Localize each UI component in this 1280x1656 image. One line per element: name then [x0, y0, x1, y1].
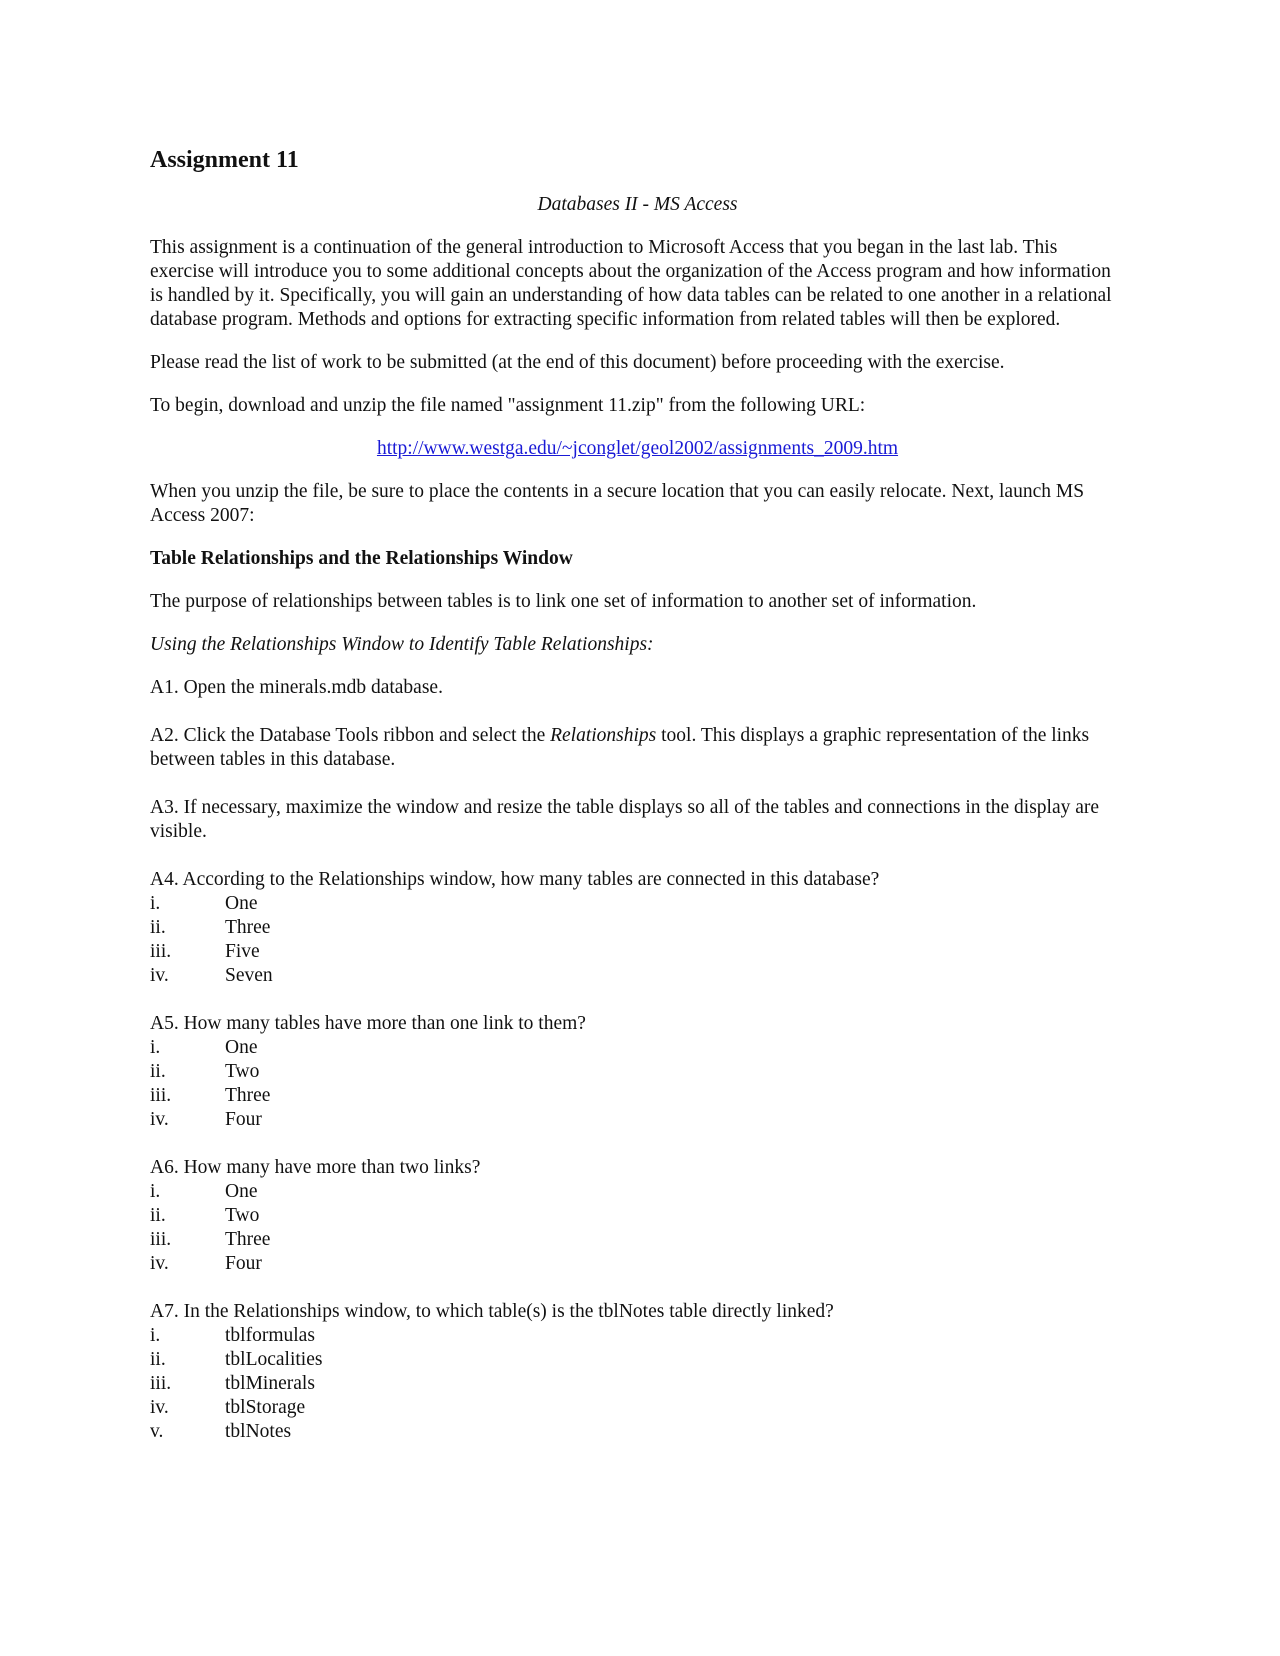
option-label: Three — [225, 1229, 271, 1250]
option-label: Four — [225, 1109, 262, 1130]
step-a2-tool-name: Relationships — [550, 725, 657, 746]
step-a2 — [150, 724, 1125, 772]
subsection-heading: Using the Relationships Window to Identify Table Relationships: — [150, 634, 654, 655]
section-heading: Table Relationships and the Relationships Window — [150, 548, 573, 569]
step-a3: A3. If necessary, maximize the window and resize the table displays so all of the tables and connections in the display are visible. — [150, 797, 1100, 842]
unzip-note: When you unzip the file, be sure to place the contents in a secure location that you can easily relocate. Next, launch MS Access 2007: — [150, 481, 1085, 526]
answer-options — [150, 1324, 1125, 1444]
page-title: Assignment 11 — [150, 147, 299, 173]
answer-options — [150, 1180, 1125, 1276]
option-label: Four — [225, 1253, 262, 1274]
option-numeral: v. — [150, 1421, 164, 1442]
option-label: Three — [225, 1085, 271, 1106]
option-label: Three — [225, 917, 271, 938]
option-numeral: ii. — [150, 1061, 166, 1082]
question-text: A7. In the Relationships window, to which table(s) is the tblNotes table directly linked? — [150, 1301, 834, 1322]
answer-option — [150, 1324, 1125, 1348]
option-numeral: ii. — [150, 917, 166, 938]
answer-option — [150, 892, 1125, 916]
read-note: Please read the list of work to be submitted (at the end of this document) before proceeding with the exercise. — [150, 352, 1005, 373]
answer-option — [150, 1108, 1125, 1132]
question-block — [150, 1300, 1125, 1444]
option-numeral: i. — [150, 1037, 161, 1058]
option-numeral: iv. — [150, 1109, 169, 1130]
answer-option — [150, 1396, 1125, 1420]
download-note: To begin, download and unzip the file named "assignment 11.zip" from the following URL: — [150, 395, 866, 416]
answer-option — [150, 1252, 1125, 1276]
answer-option — [150, 1420, 1125, 1444]
answer-option — [150, 1228, 1125, 1252]
page-subtitle: Databases II - MS Access — [537, 194, 738, 215]
option-numeral: iv. — [150, 1253, 169, 1274]
option-numeral: ii. — [150, 1205, 166, 1226]
question-list — [150, 868, 1125, 1444]
answer-options — [150, 892, 1125, 988]
purpose-paragraph: The purpose of relationships between tables is to link one set of information to another set of information. — [150, 591, 977, 612]
question-text: A5. How many tables have more than one link to them? — [150, 1013, 586, 1034]
answer-option — [150, 1060, 1125, 1084]
url-line — [150, 437, 1125, 461]
document-page — [150, 145, 1125, 1468]
option-numeral: iii. — [150, 1085, 172, 1106]
option-label: tblformulas — [225, 1325, 315, 1346]
question-text: A6. How many have more than two links? — [150, 1157, 481, 1178]
answer-options — [150, 1036, 1125, 1132]
answer-option — [150, 1180, 1125, 1204]
option-label: Two — [225, 1061, 260, 1082]
option-numeral: iv. — [150, 965, 169, 986]
question-block — [150, 1156, 1125, 1276]
option-label: One — [225, 1037, 258, 1058]
option-numeral: iii. — [150, 941, 172, 962]
option-numeral: ii. — [150, 1349, 166, 1370]
answer-option — [150, 1204, 1125, 1228]
answer-option — [150, 916, 1125, 940]
step-a2-text-after: tool. This displays a graphic representation of the links between tables in this database. — [150, 725, 1090, 770]
option-label: tblLocalities — [225, 1349, 323, 1370]
assignments-link[interactable]: http://www.westga.edu/~jconglet/geol2002/assignments_2009.htm — [376, 438, 899, 459]
answer-option — [150, 964, 1125, 988]
option-numeral: iv. — [150, 1397, 169, 1418]
step-a1: A1. Open the minerals.mdb database. — [150, 677, 443, 698]
question-text: A4. According to the Relationships window, how many tables are connected in this database? — [150, 869, 880, 890]
option-label: Five — [225, 941, 260, 962]
question-block — [150, 868, 1125, 988]
answer-option — [150, 940, 1125, 964]
answer-option — [150, 1348, 1125, 1372]
question-block — [150, 1012, 1125, 1132]
option-numeral: iii. — [150, 1373, 172, 1394]
answer-option — [150, 1036, 1125, 1060]
option-numeral: i. — [150, 1325, 161, 1346]
option-label: tblStorage — [225, 1397, 306, 1418]
option-label: One — [225, 893, 258, 914]
step-a2-text-before: A2. Click the Database Tools ribbon and select the — [150, 725, 551, 746]
option-numeral: i. — [150, 1181, 161, 1202]
option-numeral: iii. — [150, 1229, 172, 1250]
option-label: tblMinerals — [225, 1373, 315, 1394]
answer-option — [150, 1372, 1125, 1396]
option-label: Two — [225, 1205, 260, 1226]
answer-option — [150, 1084, 1125, 1108]
option-numeral: i. — [150, 893, 161, 914]
option-label: One — [225, 1181, 258, 1202]
option-label: Seven — [225, 965, 273, 986]
option-label: tblNotes — [225, 1421, 292, 1442]
intro-paragraph: This assignment is a continuation of the general introduction to Microsoft Access that you began in the last lab. This exercise will introduce you to some additional concepts about the organization of the Access program and how information is handled by it. Specifically, you will gain an understanding of how data tables can be related to one another in a relational database program. Methods and options for extracting specific information from related tables will then be explored. — [150, 237, 1112, 330]
